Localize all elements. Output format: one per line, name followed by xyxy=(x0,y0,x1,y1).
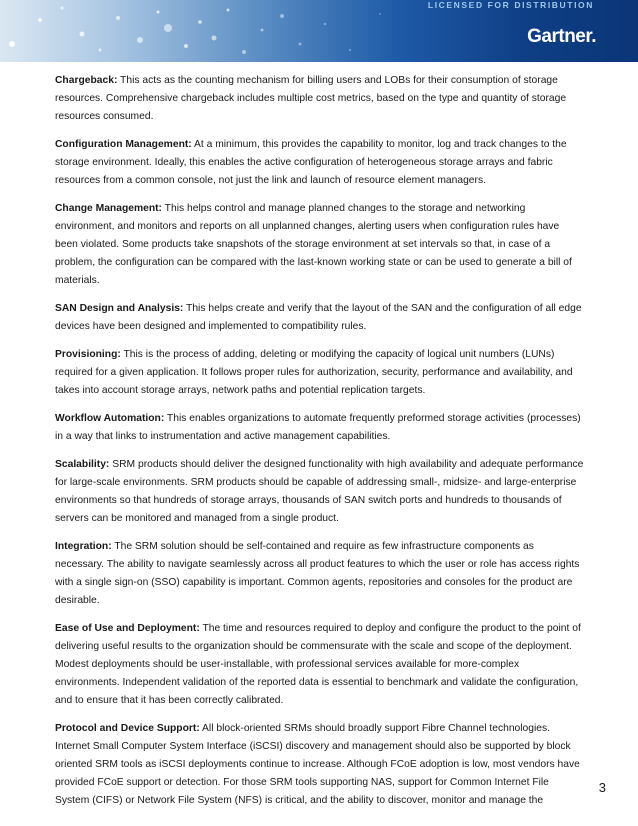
logo-dot: . xyxy=(591,26,596,47)
paragraph-text: All block-oriented SRMs should broadly support Fibre Channel technologies. Internet Small Computer System Interface (iSCSI) discovery and management should also be supported by block oriented SRM tools as iSCSI deployments continue to increase. Although FCoE adoption is low, most vendors have provided FCoE support or detection. For those SRM tools supporting NAS, support for Common Internet File System (CIFS) or Network File System (NFS) is critical, and the ability to discover, monitor and manage the xyxy=(55,723,580,806)
gartner-logo[interactable] xyxy=(527,26,596,48)
paragraph-text: This helps control and manage planned changes to the storage and networking environment, and monitors and reports on all unplanned changes, alerting users when configuration rules have been violated. Some products take snapshots of the storage environment at set intervals so that, in case of a problem, the configuration can be compared with the last-known working state or can be used to generate a bill of materials. xyxy=(55,203,572,286)
paragraph-term: SAN Design and Analysis: xyxy=(55,303,184,314)
paragraph-text: This acts as the counting mechanism for billing users and LOBs for their consumption of storage resources. Comprehensive chargeback includes multiple cost metrics, based on the type and quantity of storage resources consumed. xyxy=(55,75,567,122)
paragraph-term: Protocol and Device Support: xyxy=(55,723,200,734)
paragraph-protocol-support xyxy=(55,720,585,810)
paragraph-term: Change Management: xyxy=(55,203,162,214)
document-body xyxy=(55,72,585,820)
paragraph-text: This helps create and verify that the layout of the SAN and the configuration of all edge devices have been designed and implemented to compatibility rules. xyxy=(55,303,582,332)
paragraph-text: The time and resources required to deploy and configure the product to the point of delivering useful results to the organization should be commensurate with the scale and scope of the deployment. Modest deployments should be user-installable, with professional services available for more-complex environments. Independent validation of the reported data is essential to benchmark and validate the configuration, and to ensure that it has been correctly calibrated. xyxy=(55,623,581,706)
paragraph-provisioning xyxy=(55,346,585,400)
paragraph-text: The SRM solution should be self-contained and require as few infrastructure components as necessary. The ability to navigate seamlessly across all product features to which the user or role has access rights with a single sign-on (SSO) capability is important. Common agents, repositories and consoles for the product are desirable. xyxy=(55,541,580,606)
paragraph-term: Configuration Management: xyxy=(55,139,192,150)
logo-text: Gartner xyxy=(527,26,592,47)
paragraph-text: This enables organizations to automate frequently preformed storage activities (processes) in a way that links to instrumentation and active management capabilities. xyxy=(55,413,581,442)
paragraph-term: Workflow Automation: xyxy=(55,413,165,424)
paragraph-workflow-automation xyxy=(55,410,585,446)
paragraph-term: Scalability: xyxy=(55,459,110,470)
page-number: 3 xyxy=(598,780,606,795)
paragraph-term: Chargeback: xyxy=(55,75,118,86)
paragraph-scalability xyxy=(55,456,585,528)
paragraph-chargeback xyxy=(55,72,585,126)
paragraph-term: Ease of Use and Deployment: xyxy=(55,623,200,634)
paragraph-san-design xyxy=(55,300,585,336)
paragraph-term: Provisioning: xyxy=(55,349,121,360)
license-label: LICENSED FOR DISTRIBUTION xyxy=(427,0,594,10)
paragraph-text: SRM products should deliver the designed functionality with high availability and adequate performance for large-scale environments. SRM products should be capable of addressing small-, midsize- and large-enterprise environments so that hundreds of storage arrays, thousands of SAN switch ports and hundreds to thousands of servers can be monitored and managed from a single product. xyxy=(55,459,584,524)
paragraph-integration xyxy=(55,538,585,610)
paragraph-text: At a minimum, this provides the capability to monitor, log and track changes to the storage environment. Ideally, this enables the active configuration of heterogeneous storage arrays and fabric resources from a common console, not just the link and launch of resource element managers. xyxy=(55,139,567,186)
paragraph-change-management xyxy=(55,200,585,290)
paragraph-ease-of-use xyxy=(55,620,585,710)
header-banner xyxy=(0,0,638,62)
paragraph-configuration-management xyxy=(55,136,585,190)
paragraph-term: Integration: xyxy=(55,541,112,552)
paragraph-text: This is the process of adding, deleting or modifying the capacity of logical unit numbers (LUNs) required for a given application. It follows proper rules for authorization, security, performance and availability, and takes into account storage arrays, network paths and potential replication targets. xyxy=(55,349,573,396)
